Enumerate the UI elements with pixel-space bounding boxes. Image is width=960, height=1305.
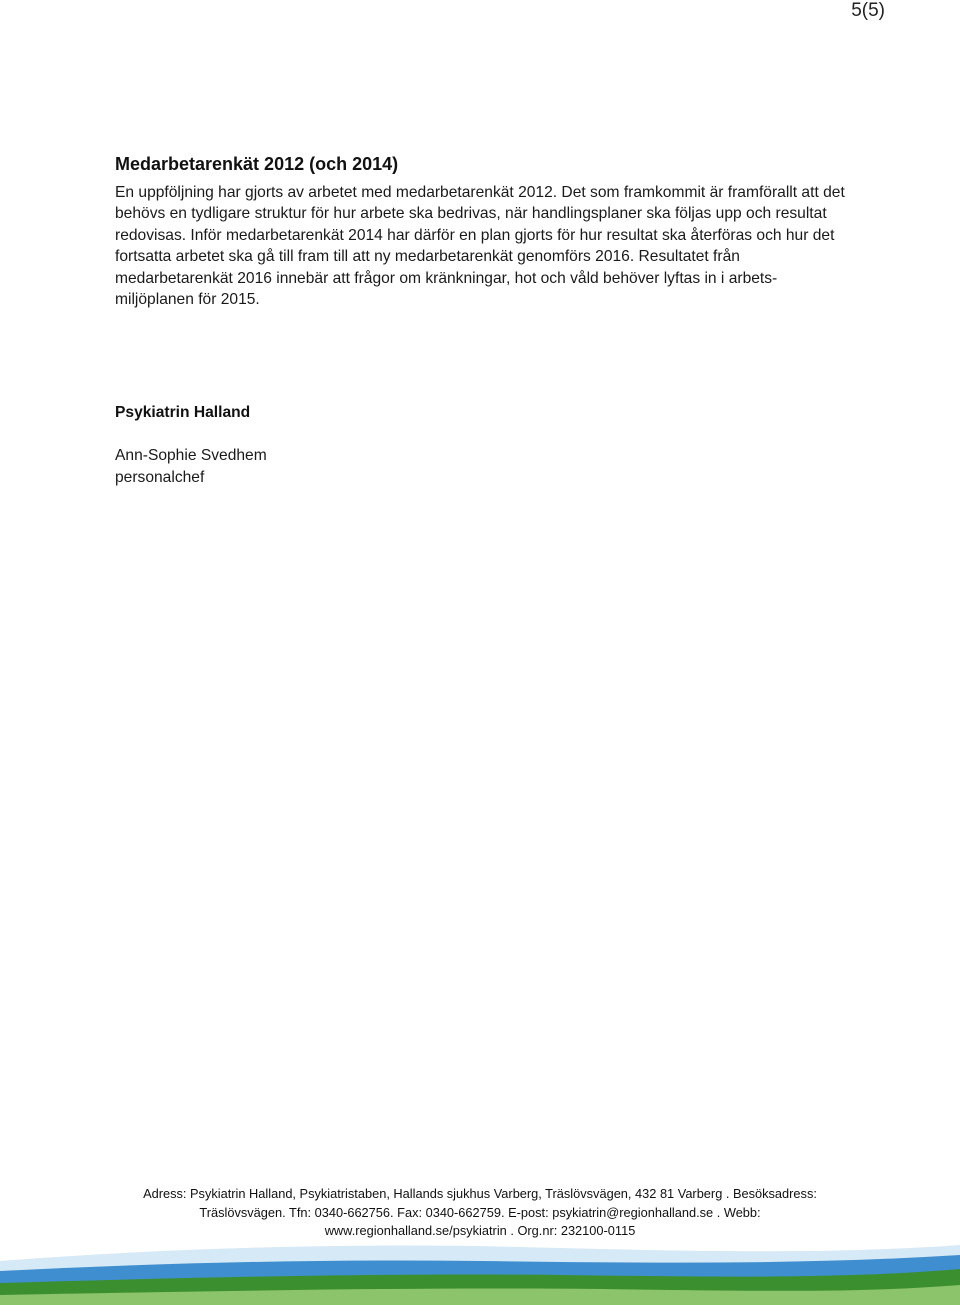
section-paragraph: En uppföljning har gjorts av arbetet med medarbetarenkät 2012. Det som framkommit är framförallt att det behövs en tydligare struktur för hur arbete ska bedrivas, när handlingsplaner ska följas upp och resultat redovisas. Inför medarbetarenkät 2014 har därför en plan gjorts för hur resultat ska återföras och hur det fortsatta arbetet ska gå till fram till att ny medarbetarenkät genomförs 2016. Resultatet från medarbetarenkät 2016 innebär att frågor om kränkningar, hot och våld behöver lyftas in i arbets-miljöplanen för 2015. — [115, 184, 845, 309]
footer-line-2: Träslövsvägen. Tfn: 0340-662756. Fax: 0340-662759. E-post: psykiatrin@regionhalland.se . Webb: — [199, 1204, 761, 1220]
decorative-wave-band — [0, 1233, 960, 1305]
signatory-title: personalchef — [115, 468, 205, 486]
main-content — [115, 152, 850, 310]
signatory-name: Ann-Sophie Svedhem — [115, 447, 267, 464]
footer-line-3: www.regionhalland.se/psykiatrin . Org.nr: 232100-0115 — [324, 1223, 636, 1238]
signature-block — [115, 445, 267, 488]
organization-name: Psykiatrin Halland — [115, 404, 251, 421]
page-number: 5(5) — [851, 0, 885, 21]
footer-line-1: Adress: Psykiatrin Halland, Psykiatristaben, Hallands sjukhus Varberg, Träslövsvägen, 432 81 Varberg . Besöksadress: — [143, 1186, 817, 1201]
section-heading: Medarbetarenkät 2012 (och 2014) — [115, 154, 399, 174]
